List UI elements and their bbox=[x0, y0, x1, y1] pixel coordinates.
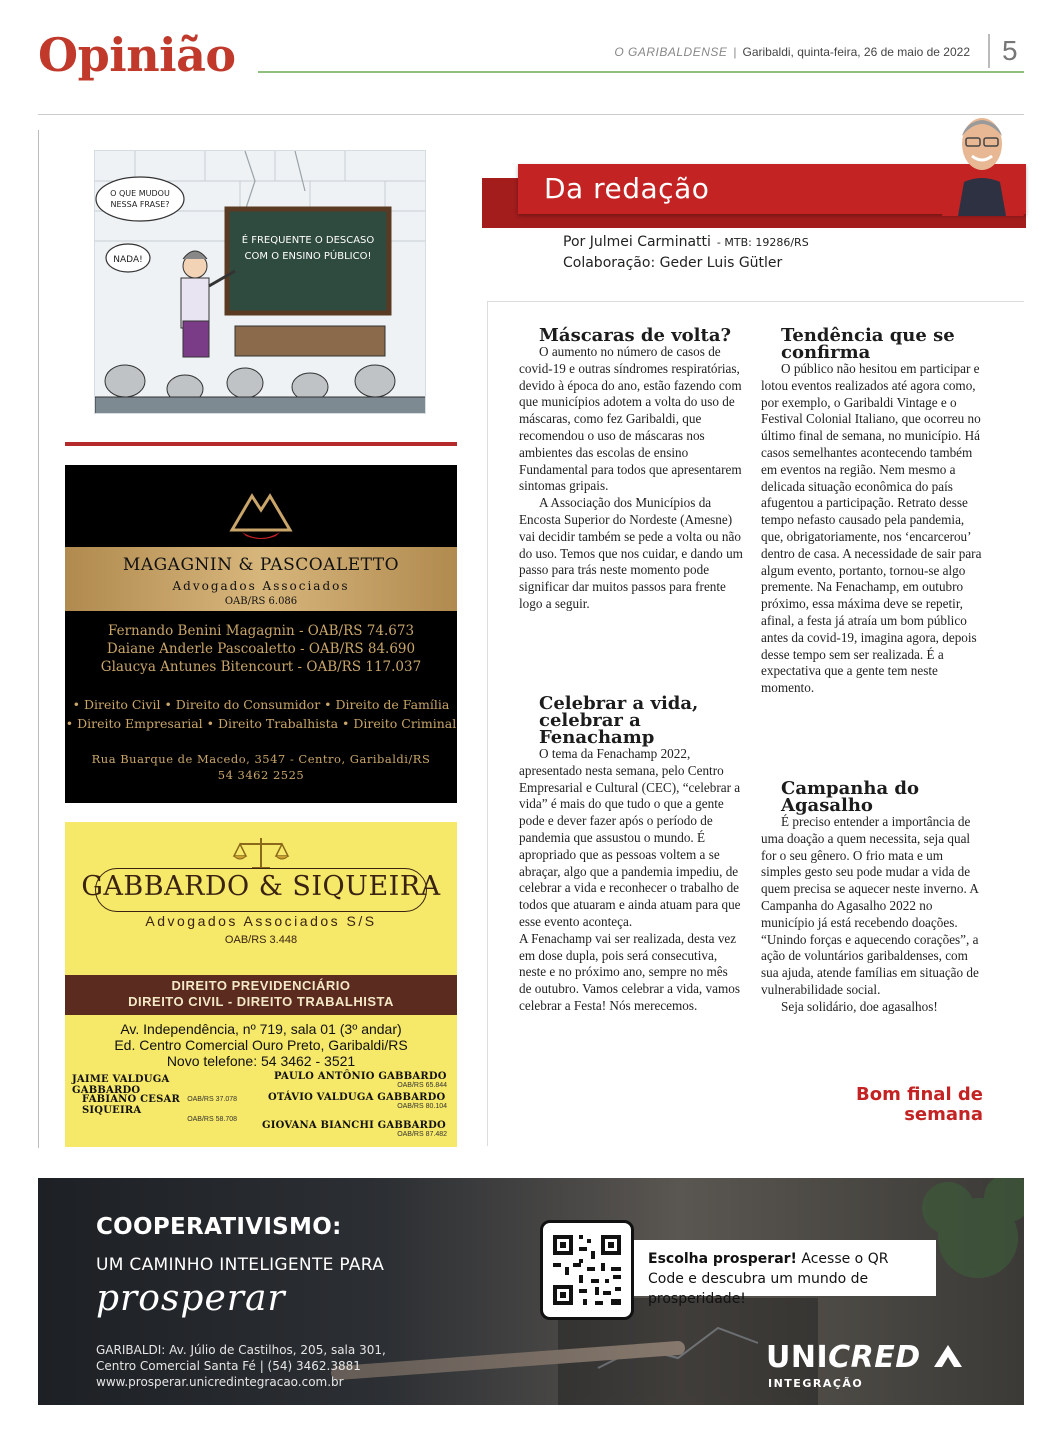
ad1-subtitle: Advogados Associados bbox=[172, 579, 350, 593]
ad2-firm-name: GABBARDO & SIQUEIRA bbox=[81, 871, 441, 902]
banner-address-line: GARIBALDI: Av. Júlio de Castilhos, 205, sala 301, bbox=[96, 1343, 386, 1357]
article-mascaras bbox=[519, 327, 743, 613]
collaboration: Colaboração: Geder Luis Gütler bbox=[563, 255, 783, 271]
signoff: Bom final de semana bbox=[856, 1084, 983, 1125]
author-photo bbox=[938, 108, 1026, 216]
ad2-lawyer bbox=[82, 1094, 237, 1123]
svg-text:NADA!: NADA! bbox=[113, 255, 143, 265]
qr-message-text: Acesse o QR Code e descubra um mundo de prosperidade! bbox=[648, 1251, 889, 1307]
article-tendencia bbox=[761, 327, 986, 697]
ad2-lawyer-name: JAIME VALDUGA GABBARDO bbox=[72, 1074, 170, 1096]
author-name: Por Julmei Carminatti bbox=[563, 234, 711, 250]
ad1-practice-areas: • Direito Empresarial • Direito Trabalhista • Direito Criminal bbox=[65, 716, 457, 731]
ad1-practice-areas: • Direito Civil • Direito do Consumidor • Direito de Família bbox=[72, 697, 450, 712]
ad1-firm-name: MAGAGNIN & PASCOALETTO bbox=[122, 555, 400, 575]
ad1-oab: OAB/RS 6.086 bbox=[224, 596, 298, 607]
unicred-logo-a: UNI bbox=[766, 1340, 829, 1375]
ad2-lawyer-name: OTÁVIO VALDUGA GABBARDO bbox=[268, 1092, 446, 1103]
newspaper-name: O GARIBALDENSE bbox=[614, 45, 728, 59]
ad2-lawyer bbox=[262, 1120, 447, 1138]
svg-text:NESSA FRASE?: NESSA FRASE? bbox=[110, 200, 170, 209]
ad2-lawyer-oab: OAB/RS 80.104 bbox=[397, 1103, 447, 1110]
banner-address-line: Centro Comercial Santa Fé | (54) 3462.3881 bbox=[96, 1359, 361, 1373]
article-paragraph: A Associação dos Municípios da Encosta Superior do Nordeste (Amesne) vai decidir também se pede a volta ou não do uso. Temos que nos cuidar, e dando um passo para trás neste momento pode significar dar muitos passos para frente logo a seguir. bbox=[519, 495, 743, 611]
column-title: Da redação bbox=[544, 172, 710, 205]
ad2-address bbox=[65, 1021, 457, 1069]
editorial-cartoon bbox=[94, 150, 426, 414]
ad2-address-line: Novo telefone: 54 3462 - 3521 bbox=[166, 1053, 356, 1069]
article-heading: Celebrar a vida, celebrar a Fenachamp bbox=[539, 693, 699, 748]
top-divider bbox=[38, 114, 1024, 115]
ad2-practice-areas bbox=[65, 978, 457, 1010]
qr-message-strong: Escolha prosperar! bbox=[648, 1251, 797, 1267]
unicred-subtitle: INTEGRAÇÃO bbox=[768, 1377, 864, 1390]
ad2-lawyer-name: PAULO ANTÔNIO GABBARDO bbox=[274, 1071, 447, 1082]
ad2-lawyer-name: GIOVANA BIANCHI GABBARDO bbox=[262, 1120, 446, 1131]
qr-code[interactable] bbox=[540, 1220, 634, 1320]
cartoon-illustration bbox=[95, 151, 426, 414]
banner-address bbox=[96, 1342, 386, 1390]
ad2-lawyer-oab: OAB/RS 58.708 bbox=[187, 1116, 237, 1123]
section-title: Opinião bbox=[38, 28, 236, 82]
article-paragraph: É preciso entender a importância de uma doação a quem necessita, seja qual for o seu gênero. O frio mata e um simples gesto seu pode mudar a vida de quem precisa se aquecer neste inverno. A Campanha do Agasalho 2022 no município já está recebendo doações. “Unindo forças e aquecendo corações”, a ação de voluntários garibaldenses, com sua ajuda, atende famílias em situação de vulnerabilidade social. bbox=[761, 814, 979, 997]
unicred-logo bbox=[766, 1340, 964, 1375]
ad1-lawyer: Glaucya Antunes Bitencourt - OAB/RS 117.037 bbox=[100, 659, 422, 675]
article-agasalho bbox=[761, 780, 986, 1016]
ad2-address-line: Ed. Centro Comercial Ouro Preto, Garibaldi/RS bbox=[114, 1037, 408, 1053]
article-fenachamp bbox=[519, 695, 743, 1015]
article-paragraph: O tema da Fenachamp 2022, apresentado nesta semana, pelo Centro Empresarial e Cultural (CEC), “celebrar a vida” é mais do que tudo o que a gente pode e dever fazer após o período de pandemia que assustou o mundo. É apropriado que as pessoas voltem a se abraçar, algo que a pandemia impediu, de celebrar a vida e reconhecer o trabalho de todos que atuaram e ainda atuam para que esse evento aconteça. bbox=[519, 746, 741, 929]
article-paragraph: A Fenachamp vai ser realizada, desta vez em dose dupla, pois será consecutiva, neste e no próximo ano, sempre no mês de outubro. Vamos celebrar a vida, vamos celebrar a Festa! Nós merecemos. bbox=[519, 930, 740, 1013]
ad2-area-line: DIREITO CIVIL - DIREITO TRABALHISTA bbox=[128, 994, 394, 1009]
byline bbox=[563, 234, 809, 250]
dateline-text: Garibaldi, quinta-feira, 26 de maio de 2022 bbox=[742, 45, 970, 59]
mountain-logo-icon bbox=[228, 486, 294, 544]
article-heading: Campanha do Agasalho bbox=[781, 778, 919, 816]
banner-title: COOPERATIVISMO: bbox=[96, 1214, 342, 1240]
article-heading: Tendência que se confirma bbox=[781, 325, 955, 363]
left-divider bbox=[38, 130, 39, 1148]
dateline: O GARIBALDENSE | Garibaldi, quinta-feira, 26 de maio de 2022 bbox=[614, 45, 970, 59]
ad2-subtitle: Advogados Associados S/S bbox=[145, 913, 377, 929]
banner-subtitle: UM CAMINHO INTELIGENTE PARA bbox=[96, 1255, 385, 1275]
ad2-area-line: DIREITO PREVIDENCIÁRIO bbox=[171, 978, 351, 993]
ad2-lawyer-oab: OAB/RS 65.844 bbox=[397, 1082, 447, 1089]
svg-text:O QUE MUDOU: O QUE MUDOU bbox=[110, 189, 170, 198]
ad2-lawyer bbox=[274, 1071, 447, 1089]
ad1-phone: 54 3462 2525 bbox=[217, 768, 305, 782]
ad2-lawyer-oab: OAB/RS 37.078 bbox=[187, 1096, 237, 1103]
qr-code-icon bbox=[543, 1223, 631, 1317]
author-mtb: - MTB: 19286/RS bbox=[716, 236, 809, 249]
article-paragraph: O público não hesitou em participar e lotou eventos realizados até agora como, por exemplo, o Garibaldi Vintage e o Festival Colonial Italiano, que ocorreu no último final de semana, no município. Há casos semelhantes acontecendo também em eventos na região. Nem mesmo a delicada situação econômica do país afugentou a participação. Retrato desse tempo nefasto causado pela pandemia, que, obrigatoriamente, nos ‘encarcerou’ dentro de casa. A necessidade de sair para algum evento, portanto, tornou-se algo premente. Na Fenachamp, em outubro próximo, essa máxima deve se repetir, afinal, a festa já atraía um bom público antes da covid-19, imagina agora, depois desse tempo sem ser realizada. É a expectativa que a gente tem neste momento. bbox=[761, 361, 982, 696]
header-rule bbox=[258, 71, 1024, 73]
board-text-1: É FREQUENTE O DESCASO bbox=[241, 235, 375, 246]
ad2-lawyer bbox=[268, 1092, 447, 1110]
ad2-oab: OAB/RS 3.448 bbox=[224, 934, 298, 946]
ad1-lawyer: Fernando Benini Magagnin - OAB/RS 74.673 bbox=[107, 623, 415, 639]
red-divider bbox=[65, 442, 457, 446]
page-number: 5 bbox=[988, 34, 1028, 68]
ad1-address: Rua Buarque de Macedo, 3547 - Centro, Garibaldi/RS bbox=[91, 752, 431, 766]
ad2-address-line: Av. Independência, nº 719, sala 01 (3º andar) bbox=[120, 1021, 402, 1037]
board-text-2: COM O ENSINO PÚBLICO! bbox=[244, 251, 372, 262]
banner-script: prosperar bbox=[96, 1278, 286, 1319]
unicred-arrow-icon bbox=[932, 1343, 964, 1369]
ad2-lawyer-name: FABIANO CESAR SIQUEIRA bbox=[82, 1094, 180, 1116]
banner-url[interactable]: www.prosperar.unicredintegracao.com.br bbox=[96, 1375, 344, 1389]
article-paragraph: O aumento no número de casos de covid-19 e outras síndromes respiratórias, devido à época do ano, estão fazendo com que municípios adotem a volta do uso de máscaras, como fez Garibaldi, que recomendou o uso de máscaras nos ambientes das escolas de ensino Fundamental para todos que apresentarem sintomas gripais. bbox=[519, 344, 742, 494]
article-paragraph: Seja solidário, doe agasalhos! bbox=[781, 998, 938, 1014]
ad2-lawyer-oab: OAB/RS 87.482 bbox=[397, 1131, 447, 1138]
unicred-logo-b: CRED bbox=[828, 1340, 921, 1375]
scales-of-justice-icon bbox=[232, 834, 290, 872]
ad1-lawyer: Daiane Anderle Pascoaletto - OAB/RS 84.690 bbox=[106, 641, 416, 657]
qr-message bbox=[634, 1240, 936, 1307]
article-heading: Máscaras de volta? bbox=[539, 325, 732, 346]
